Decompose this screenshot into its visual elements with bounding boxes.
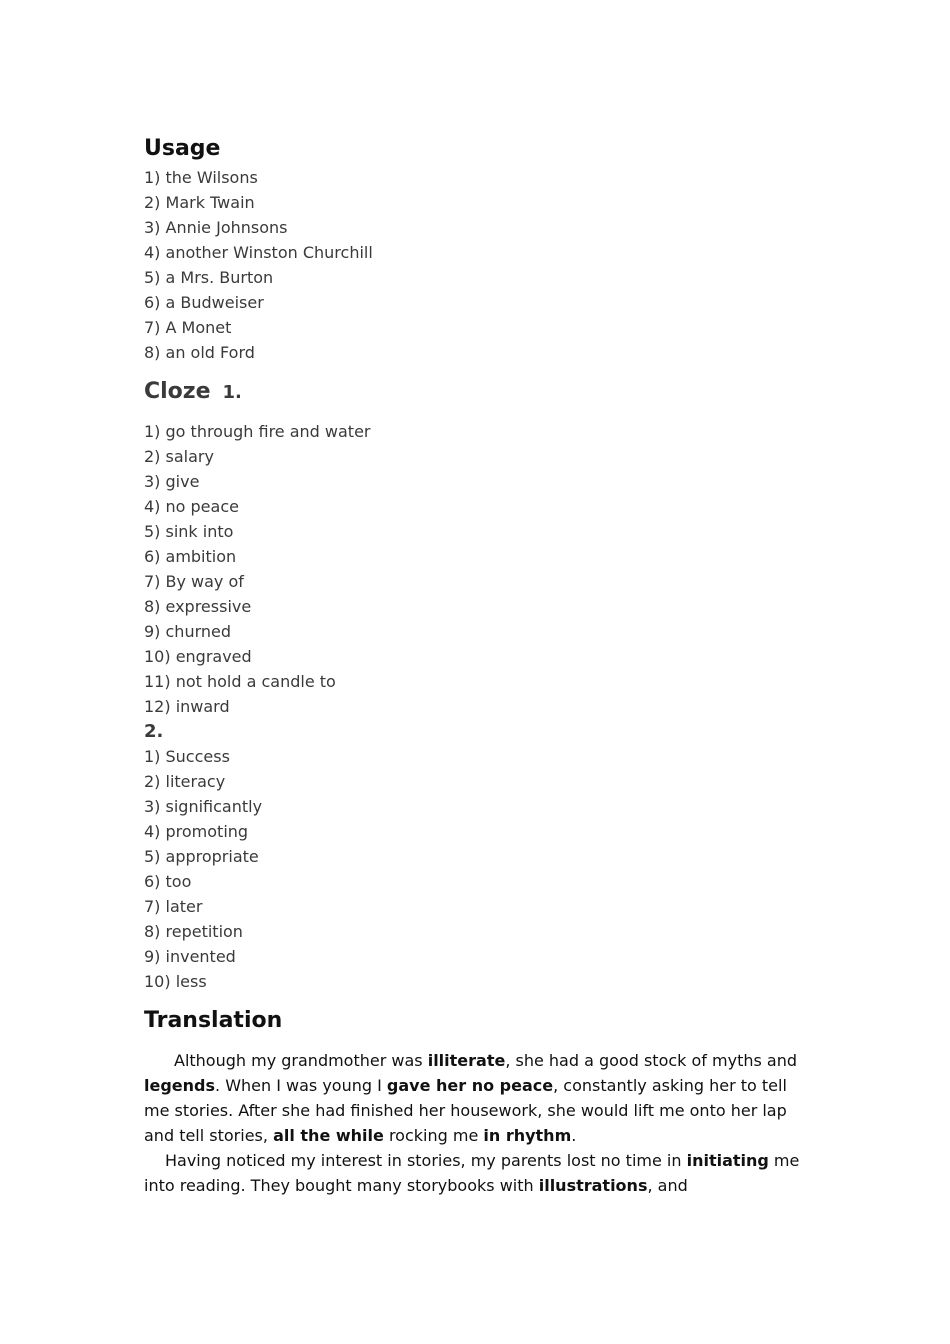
- cloze-part1-label: 1.: [222, 382, 242, 403]
- cloze-part1-list: [144, 419, 809, 719]
- list-item: 8) expressive: [144, 597, 252, 616]
- list-item: 10) engraved: [144, 647, 252, 666]
- usage-list: [144, 165, 809, 365]
- list-item: 7) later: [144, 897, 203, 916]
- cloze-part2-label: 2.: [144, 721, 164, 742]
- list-item: 9) churned: [144, 622, 232, 641]
- translation-heading: Translation: [144, 1008, 283, 1033]
- paragraph-text: rocking me: [383, 1126, 484, 1145]
- list-item: 7) A Monet: [144, 318, 232, 337]
- paragraph-text: me into reading. They bought many storybooks with: [144, 1151, 800, 1195]
- bold-term: all the while: [273, 1126, 384, 1145]
- bold-term: illiterate: [427, 1051, 506, 1070]
- list-item: 1) go through fire and water: [144, 422, 371, 441]
- list-item: 2) literacy: [144, 772, 226, 791]
- cloze-part2-list: [144, 744, 809, 994]
- list-item: 3) Annie Johnsons: [144, 218, 288, 237]
- list-item: 4) no peace: [144, 497, 239, 516]
- list-item: 12) inward: [144, 697, 230, 716]
- paragraph-text: , and: [647, 1176, 688, 1195]
- paragraph-text: Although my grandmother was: [174, 1051, 428, 1070]
- list-item: 6) too: [144, 872, 192, 891]
- paragraph-text: . When I was young I: [215, 1076, 387, 1095]
- list-item: 1) the Wilsons: [144, 168, 258, 187]
- list-item: 11) not hold a candle to: [144, 672, 336, 691]
- list-item: 7) By way of: [144, 572, 244, 591]
- list-item: 4) promoting: [144, 822, 249, 841]
- list-item: 1) Success: [144, 747, 230, 766]
- usage-heading: Usage: [144, 136, 221, 161]
- list-item: 8) repetition: [144, 922, 243, 941]
- paragraph-text: , she had a good stock of myths and: [505, 1051, 798, 1070]
- list-item: 3) give: [144, 472, 200, 491]
- list-item: 10) less: [144, 972, 207, 991]
- bold-term: illustrations: [538, 1176, 648, 1195]
- list-item: 9) invented: [144, 947, 236, 966]
- cloze-heading: [144, 376, 809, 408]
- paragraph-text: .: [571, 1126, 577, 1145]
- translation-paragraph-2: [144, 1148, 809, 1198]
- bold-term: initiating: [686, 1151, 769, 1170]
- list-item: 6) ambition: [144, 547, 237, 566]
- bold-term: legends: [144, 1076, 216, 1095]
- list-item: 6) a Budweiser: [144, 293, 264, 312]
- list-item: 3) significantly: [144, 797, 263, 816]
- paragraph-text: , constantly asking her to tell me stories. After she had finished her housework, she would lift me onto her lap and tell stories,: [144, 1076, 787, 1145]
- list-item: 5) appropriate: [144, 847, 259, 866]
- list-item: 8) an old Ford: [144, 343, 255, 362]
- cloze-heading-label: Cloze: [144, 379, 211, 404]
- list-item: 2) Mark Twain: [144, 193, 255, 212]
- translation-paragraph-1: [144, 1048, 809, 1148]
- list-item: 2) salary: [144, 447, 214, 466]
- list-item: 5) a Mrs. Burton: [144, 268, 274, 287]
- document-page: [144, 133, 809, 1198]
- list-item: 4) another Winston Churchill: [144, 243, 373, 262]
- paragraph-text: Having noticed my interest in stories, my parents lost no time in: [165, 1151, 687, 1170]
- list-item: 5) sink into: [144, 522, 234, 541]
- bold-term: in rhythm: [483, 1126, 572, 1145]
- bold-term: gave her no peace: [386, 1076, 554, 1095]
